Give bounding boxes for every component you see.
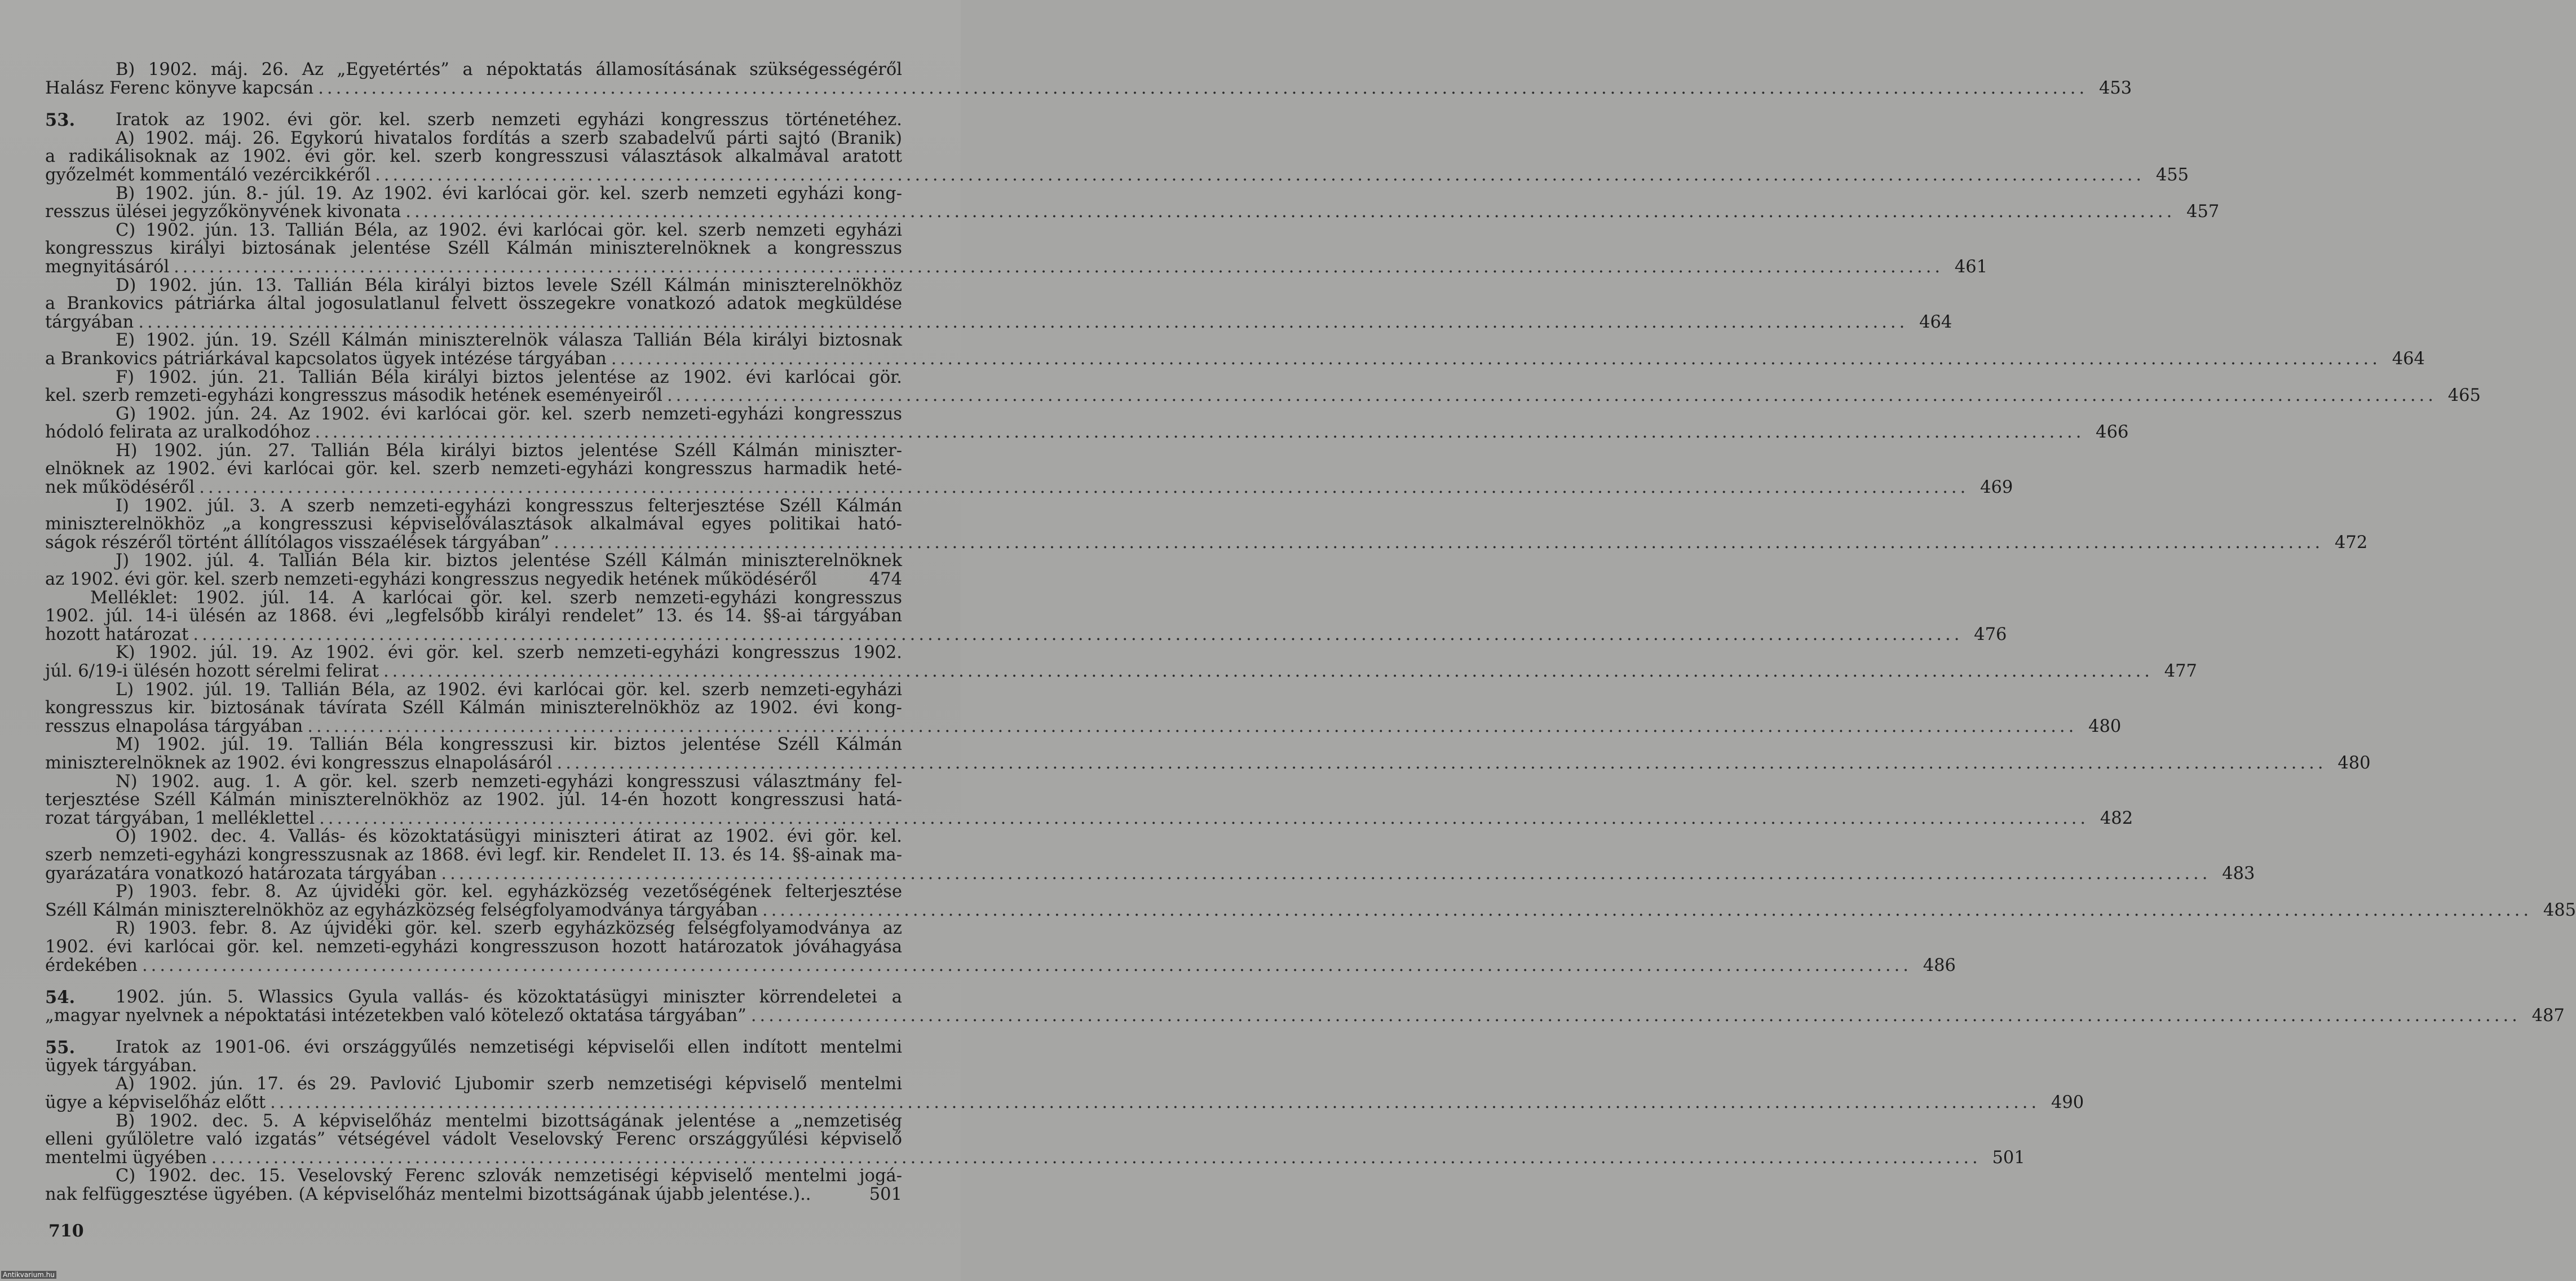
toc-line-text: R) 1903. febr. 8. Az újvidéki gör. kel. szerb egyházközség felségfolyamodványa az: [116, 918, 902, 939]
leader-dots: ........................................................................................................................................................................................................: [318, 78, 2088, 98]
toc-line-text: az 1902. évi gör. kel. szerb nemzeti-egyházi kongresszus negyedik hetének működéséről: [45, 569, 817, 590]
leader-dots: ........................................................................................................................................................................................................: [441, 863, 2211, 884]
toc-entry: [45, 110, 2576, 975]
toc-line-text: hozott határozat: [45, 624, 189, 644]
page-reference: 453: [2098, 78, 2132, 98]
toc-line-with-page: [45, 422, 2129, 443]
toc-line-text: E) 1902. jún. 19. Széll Kálmán miniszterelnök válasza Tallián Béla királyi biztosnak: [116, 330, 902, 351]
toc-line-text: B) 1902. dec. 5. A képviselőház mentelmi bizottságának jelentése a „nemzetiség: [116, 1111, 902, 1131]
page-reference: 457: [2186, 202, 2220, 222]
page-reference: 466: [2096, 422, 2129, 443]
toc-line-text: Iratok az 1902. évi gör. kel. szerb nemzeti egyházi kongresszus történetéhez.: [116, 110, 902, 130]
toc-line-text: megnyitásáról: [45, 257, 170, 277]
toc-line-text: rozat tárgyában, 1 melléklettel: [45, 808, 315, 828]
entry-gap: [45, 98, 902, 111]
toc-line-text: hódoló felirata az uralkodóhoz: [45, 422, 311, 443]
entry-number: 53.: [45, 110, 76, 131]
leader-dots: ........................................................................................................................................................................................................: [270, 1093, 2040, 1113]
toc-line-text: L) 1902. júl. 19. Tallián Béla, az 1902. évi karlócai gör. kel. szerb nemzeti-egyházi: [116, 679, 902, 700]
page-reference: 477: [2164, 661, 2197, 681]
toc-line-text: A) 1902. jún. 17. és 29. Pavlović Ljubomir szerb nemzetiségi képviselő mentelmi: [116, 1074, 902, 1094]
toc-line-with-page: [45, 716, 2122, 736]
leader-dots: ........................................................................................................................................................................................................: [307, 716, 2078, 736]
toc-line-text: Széll Kálmán miniszterelnökhöz az egyházközség felségfolyamodványa tárgyában: [45, 900, 758, 920]
toc-line-text: Melléklet: 1902. júl. 14. A karlócai gör. kel. szerb nemzeti-egyházi kongresszus: [90, 588, 902, 608]
toc-line-text: D) 1902. jún. 13. Tallián Béla királyi biztos levele Széll Kálmán miniszterelnökhöz: [116, 275, 902, 295]
toc-line-text: 1902. jún. 5. Wlassics Gyula vallás- és közoktatásügyi miniszter körrendeletei a: [116, 987, 902, 1008]
toc-line-with-page: [45, 1186, 902, 1204]
toc-line-text: mentelmi ügyében: [45, 1147, 207, 1168]
toc-line-text: a Brankovics pátriárka által jogosulatlanul felvett összegekre vonatkozó adatok megküldése: [45, 294, 902, 314]
page-reference: 461: [1954, 257, 1988, 277]
toc-line-with-page: [45, 1093, 2084, 1113]
toc-line-text: 1902. júl. 14-i ülésén az 1868. évi „legfelsőbb királyi rendelet” 13. és 14. §§-ai tárgyában: [45, 606, 902, 626]
toc-line-text: C) 1902. dec. 15. Veselovský Ferenc szlovák nemzetiségi képviselő mentelmi jogá-: [116, 1166, 902, 1186]
toc-entry: [45, 60, 2132, 98]
toc-line-text: kongresszus királyi biztosának jelentése Széll Kálmán miniszterelnöknek a kongresszus: [45, 238, 902, 259]
toc-line-text: nak felfüggesztése ügyében. (A képviselőház mentelmi bizottságának újabb jelentése.)..: [45, 1185, 811, 1205]
toc-line-text: C) 1902. jún. 13. Tallián Béla, az 1902. évi karlócai gör. kel. szerb nemzeti egyházi: [116, 220, 902, 240]
page-reference: 465: [2447, 386, 2481, 406]
toc-line-text: a Brankovics pátriárkával kapcsolatos ügyek intézése tárgyában: [45, 348, 607, 369]
leader-dots: ........................................................................................................................................................................................................: [199, 478, 1969, 498]
toc-line-with-page: [45, 863, 2255, 884]
toc-line-with-page: [45, 348, 2425, 369]
toc-line-text: H) 1902. jún. 27. Tallián Béla királyi biztos jelentése Széll Kálmán miniszter-: [116, 440, 902, 461]
page-reference: 472: [2335, 532, 2368, 553]
page-reference: 476: [1974, 624, 2007, 644]
leader-dots: ........................................................................................................................................................................................................: [315, 422, 2085, 443]
toc-line-text: miniszterelnökhöz „a kongresszusi képviselőválasztások alkalmával egyes politikai ható-: [45, 514, 902, 535]
toc-line-text: M) 1902. júl. 19. Tallián Béla kongresszusi kir. biztos jelentése Széll Kálmán: [116, 735, 902, 755]
toc-line-text: A) 1902. máj. 26. Egykorú hivatalos fordítás a szerb szabadelvű párti sajtó (Branik): [116, 128, 902, 148]
leader-dots: ........................................................................................................................................................................................................: [138, 312, 1908, 332]
leader-dots: ........................................................................................................................................................................................................: [211, 1147, 1981, 1168]
toc-line-text: kongresszus kir. biztosának távírata Széll Kálmán miniszterelnökhöz az 1902. évi kong-: [45, 698, 902, 718]
page-reference: 501: [1992, 1147, 2025, 1168]
page-reference: 480: [2338, 753, 2371, 773]
toc-line-text: érdekében: [45, 955, 138, 975]
entry-gap: [45, 1025, 902, 1039]
toc-line-with-page: [45, 624, 2007, 644]
toc-line-text: G) 1902. jún. 24. Az 1902. évi karlócai gör. kel. szerb nemzeti-egyházi kongresszus: [116, 404, 902, 424]
toc-line-with-page: [45, 202, 2220, 222]
toc-line-text: resszus ülései jegyzőkönyvének kivonata: [45, 202, 401, 222]
toc-line-text: J) 1902. júl. 4. Tallián Béla kir. biztos jelentése Széll Kálmán miniszterelnöknek: [116, 551, 902, 571]
toc-line-text: elleni gyűlöletre való izgatás” vétségével vádolt Veselovský Ferenc országgyűlési képviselő: [45, 1129, 902, 1150]
toc-line-with-page: [45, 900, 2576, 920]
page-reference: 483: [2222, 863, 2255, 884]
leader-dots: ........................................................................................................................................................................................................: [174, 257, 1944, 277]
page-reference: 501: [869, 1185, 902, 1205]
page-reference: 474: [869, 569, 902, 590]
entry-number: 55.: [45, 1037, 76, 1058]
toc-line-text: 1902. évi karlócai gör. kel. nemzeti-egyházi kongresszuson hozott határozatok jóváhagyása: [45, 937, 902, 957]
page-reference: 455: [2155, 165, 2189, 185]
toc-line-with-page: [45, 753, 2371, 773]
toc-numbered-line: [45, 1039, 902, 1057]
toc-line-text: gyarázatára vonatkozó határozata tárgyában: [45, 863, 437, 884]
leader-dots: ........................................................................................................................................................................................................: [554, 532, 2324, 553]
leader-dots: ........................................................................................................................................................................................................: [142, 955, 1912, 975]
toc-line-text: O) 1902. dec. 4. Vallás- és közoktatásügyi miniszteri átirat az 1902. évi gör. kel.: [116, 827, 902, 847]
page-reference: 485: [2543, 900, 2576, 920]
toc-line-with-page: [45, 532, 2368, 553]
toc-line-text: elnöknek az 1902. évi karlócai gör. kel. szerb nemzeti-egyházi kongresszus harmadik heté-: [45, 459, 902, 479]
leader-dots: ........................................................................................................................................................................................................: [750, 1005, 2521, 1026]
toc-line-with-page: [45, 571, 902, 589]
leader-dots: ........................................................................................................................................................................................................: [762, 900, 2533, 920]
leader-dots: ........................................................................................................................................................................................................: [405, 202, 2176, 222]
toc-line-text: „magyar nyelvnek a népoktatási intézetekben való kötelező oktatása tárgyában”: [45, 1005, 746, 1026]
toc-line-with-page: [45, 312, 1952, 332]
page-reference: 486: [1923, 955, 1956, 975]
toc-line-with-page: [45, 955, 1956, 975]
page-reference: 469: [1980, 478, 2013, 498]
toc-line-with-page: [45, 78, 2132, 98]
toc-line-text: terjesztése Széll Kálmán miniszterelnökhöz az 1902. júl. 14-én hozott kongresszusi hatá-: [45, 790, 902, 810]
toc-entry: [45, 1037, 2084, 1205]
toc-line-with-page: [45, 1005, 2565, 1026]
toc-entry: [45, 987, 2565, 1026]
toc-line-with-page: [45, 1147, 2025, 1168]
page-reference: 464: [1919, 312, 1952, 332]
leader-dots: ........................................................................................................................................................................................................: [375, 165, 2145, 185]
toc-line-text: júl. 6/19-i ülésén hozott sérelmi felirat: [45, 661, 379, 681]
page-reference: 487: [2531, 1005, 2565, 1026]
toc-line-text: miniszterelnöknek az 1902. évi kongresszus elnapolásáról: [45, 753, 553, 773]
toc-line-text: nek működéséről: [45, 478, 195, 498]
toc-line-with-page: [45, 661, 2197, 681]
toc-line-text: B) 1902. máj. 26. Az „Egyetértés” a népoktatás államosításának szükségességéről: [116, 60, 902, 79]
leader-dots: ........................................................................................................................................................................................................: [611, 348, 2381, 369]
toc-line-with-page: [45, 478, 2013, 498]
watermark: Antikvarium.hu: [1, 1271, 56, 1279]
page-number: 710: [48, 1221, 84, 1241]
toc-line-text: resszus elnapolása tárgyában: [45, 716, 303, 736]
toc-line-text: Iratok az 1901-06. évi országgyűlés nemzetiségi képviselői ellen indított mentelmi: [116, 1037, 902, 1058]
page-reference: 490: [2051, 1093, 2084, 1113]
toc-line-text: ügye a képviselőház előtt: [45, 1093, 266, 1113]
leader-dots: ........................................................................................................................................................................................................: [319, 808, 2089, 828]
leader-dots: ........................................................................................................................................................................................................: [666, 386, 2437, 406]
toc-line-text: kel. szerb remzeti-egyházi kongresszus második hetének eseményeiről: [45, 386, 662, 406]
page-reference: 464: [2392, 348, 2425, 369]
page-reference: 482: [2100, 808, 2133, 828]
toc-line-text: győzelmét kommentáló vezércikkéről: [45, 165, 371, 185]
toc-line-with-page: [45, 165, 2189, 185]
leader-dots: ........................................................................................................................................................................................................: [556, 753, 2327, 773]
toc-line-text: a radikálisoknak az 1902. évi gör. kel. szerb kongresszusi választások alkalmával aratott: [45, 147, 902, 167]
toc-line-text: K) 1902. júl. 19. Az 1902. évi gör. kel. szerb nemzeti-egyházi kongresszus 1902.: [116, 643, 902, 663]
entry-number: 54.: [45, 987, 76, 1008]
toc-line-with-page: [45, 386, 2481, 406]
toc-numbered-line: [45, 988, 902, 1007]
toc-line-text: B) 1902. jún. 8.- júl. 19. Az 1902. évi karlócai gör. kel. szerb nemzeti egyházi kong-: [116, 183, 902, 204]
toc-line-text: szerb nemzeti-egyházi kongresszusnak az 1868. évi legf. kir. Rendelet II. 13. és 14. §§-ainak ma-: [45, 845, 902, 865]
page-reference: 480: [2088, 716, 2122, 736]
toc-line-text: Halász Ferenc könyve kapcsán: [45, 78, 314, 98]
toc-line-with-page: [45, 257, 1988, 277]
toc-line-text: I) 1902. júl. 3. A szerb nemzeti-egyházi kongresszus felterjesztése Széll Kálmán: [116, 496, 902, 516]
leader-dots: ........................................................................................................................................................................................................: [383, 661, 2153, 681]
leader-dots: ........................................................................................................................................................................................................: [193, 624, 1963, 644]
toc-line-text: tárgyában: [45, 312, 134, 332]
toc-line-text: P) 1903. febr. 8. Az újvidéki gör. kel. egyházközség vezetőségének felterjesztése: [116, 882, 902, 902]
toc-line-text: F) 1902. jún. 21. Tallián Béla királyi biztos jelentése az 1902. évi karlócai gör.: [116, 367, 902, 387]
table-of-contents: [45, 60, 2576, 1205]
toc-numbered-line: [45, 111, 902, 130]
toc-line-text: N) 1902. aug. 1. A gör. kel. szerb nemzeti-egyházi kongresszusi választmány fel-: [116, 771, 902, 792]
toc-line-text: ügyek tárgyában.: [45, 1055, 197, 1076]
toc-line-text: ságok részéről történt állítólagos visszaélések tárgyában”: [45, 532, 550, 553]
entry-gap: [45, 975, 902, 988]
toc-line-with-page: [45, 808, 2133, 828]
